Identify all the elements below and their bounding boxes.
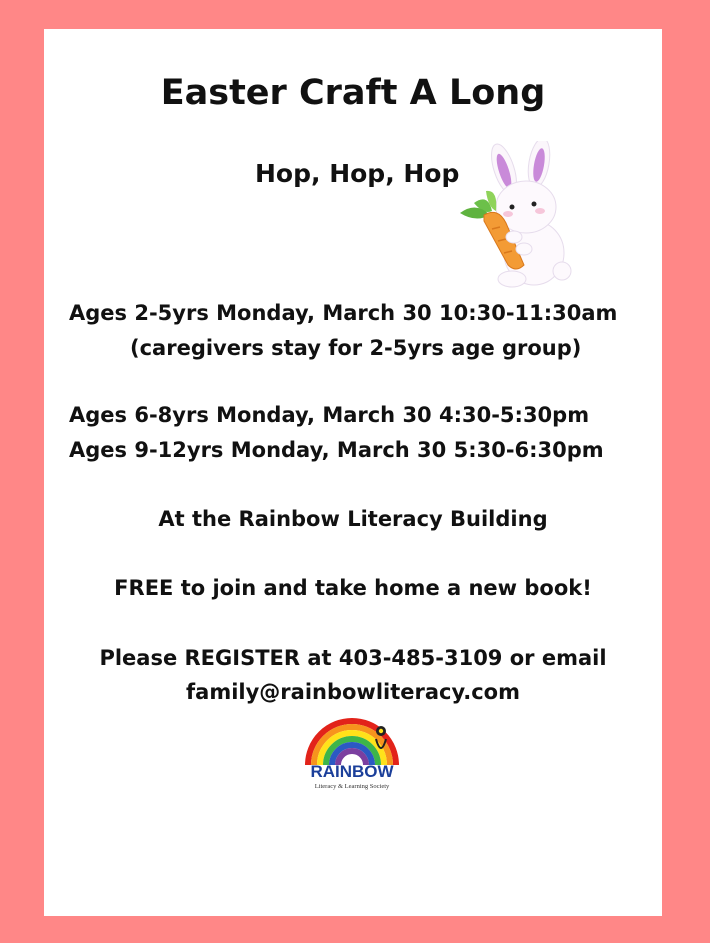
rainbow-logo-icon (302, 717, 402, 767)
schedule-line-4: Ages 9-12yrs Monday, March 30 5:30-6:30pm (69, 438, 604, 462)
schedule-line-1: Ages 2-5yrs Monday, March 30 10:30-11:30am (69, 301, 618, 325)
bunny-with-carrot-icon (454, 141, 572, 291)
flyer-title: Easter Craft A Long (160, 73, 546, 113)
flyer-subtitle: Hop, Hop, Hop (255, 159, 460, 188)
logo-wordmark: RAINBOW (310, 762, 394, 781)
register-text: Please REGISTER at 403-485-3109 or email (99, 646, 607, 670)
location-text: At the Rainbow Literacy Building (158, 507, 548, 531)
schedule-line-2: (caregivers stay for 2-5yrs age group) (130, 336, 582, 360)
offer-text: FREE to join and take home a new book! (114, 576, 592, 600)
rainbow-logo (302, 717, 402, 797)
email-text: family@rainbowliteracy.com (186, 680, 520, 704)
schedule-line-3: Ages 6-8yrs Monday, March 30 4:30-5:30pm (69, 403, 590, 427)
flyer-sheet (44, 29, 662, 916)
logo-tagline: Literacy & Learning Society (314, 783, 390, 790)
